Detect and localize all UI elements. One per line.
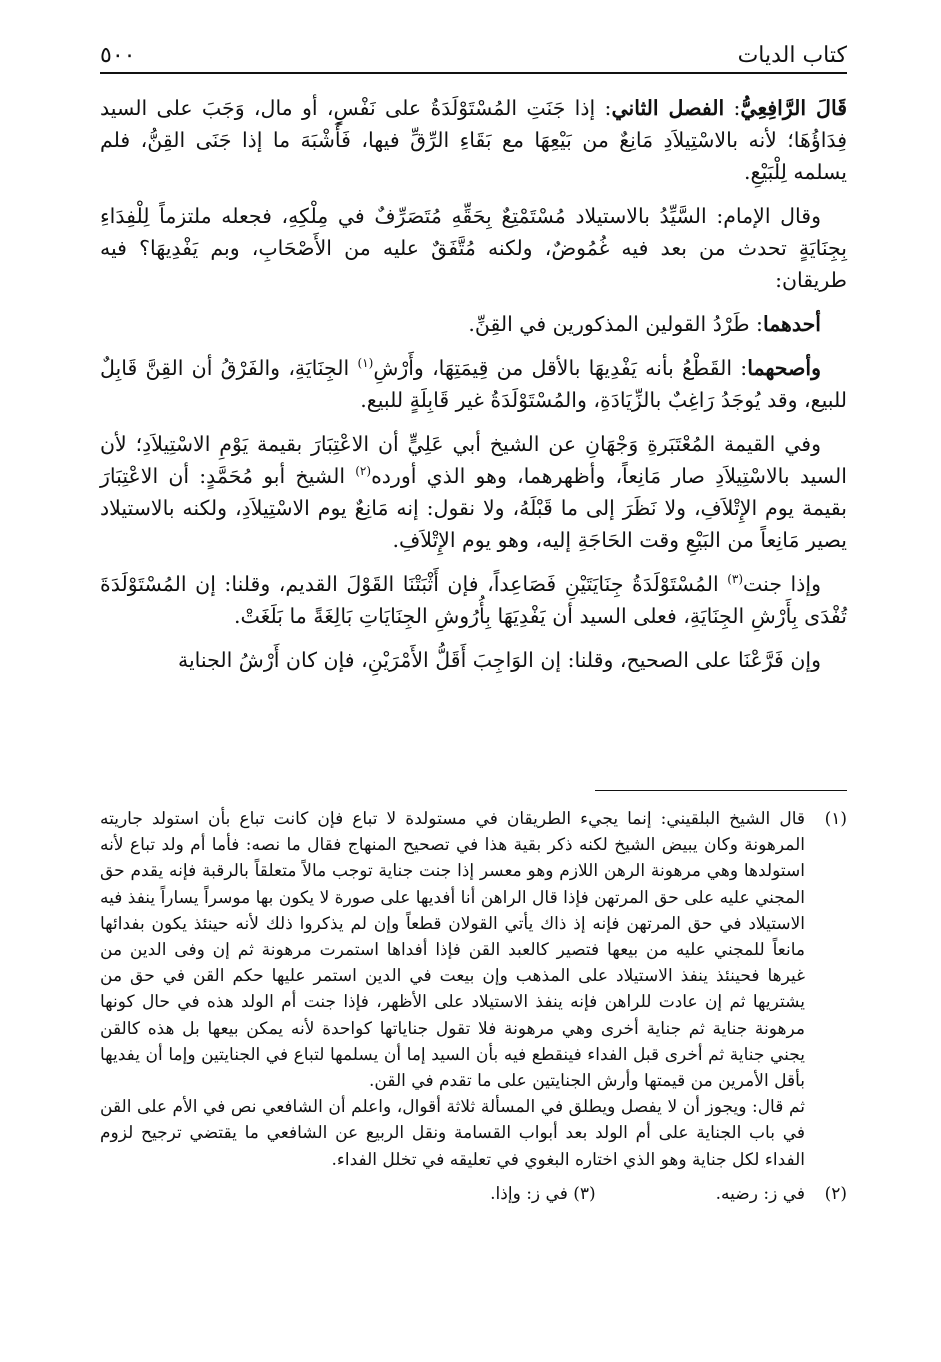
paragraph-1 [100,92,847,188]
footnote-number: (٢) [824,1183,847,1204]
paragraph-text: الجِنَايَةِ، والفَرْقُ أن القِنَّ قَابِلٌ للبيع، وقد يُوجَدُ رَاغِبٌ بالزِّيَادَةِ، والمُسْتَوْلَدَةُ غير قَابِلَةٍ للبيع. [100,356,847,412]
paragraph-text: : القَطْعُ بأنه يَفْدِيهَا بالأقل من قِيمَتِهَا، وأَرْشِ [373,356,748,380]
footnote-1 [100,806,847,1173]
correct-way-label: وأصحهما [747,356,822,380]
paragraph-4 [100,352,847,416]
main-text [100,92,847,688]
paragraph-text: الشيخ أبو مُحَمَّدٍ: أن الاعْتِبَارَ بقيمة يوم الإِتْلاَفِ، ولا نَظَرَ إلى ما قَبْلَهُ، ولا نقول: إنه مَانِعٌ يوم الاسْتِيلاَدِ، ولكنه بالاستيلاد يصير مَانِعاً من البَيْعِ وقت الحَاجَةِ إليه، وهو يوم الإِتْلاَفِ. [100,464,847,552]
paragraph-7 [100,644,847,676]
footnote-3-number: (٣) [573,1183,596,1204]
paragraph-6 [100,568,847,632]
footnote-marker-3[interactable]: (٣) [727,572,744,587]
footnote-2-3-row [100,1181,847,1207]
paragraph-3 [100,308,847,340]
page-header [100,32,847,68]
speaker-label: قَالَ الرَّافِعِيُّ [740,96,847,120]
footnote-text: قال الشيخ البلقيني: إنما يجيء الطريقان في مستولدة لا تباع فإن كانت تباع بأن استولد جاريته المرهونة وكان يبيض الشيخ لكنه ذكر بقية هذا في تصحيح المنهاج فقال ما نصه: فأما أم ولد تباع لأنه استولدها وهي مرهونة الرهن اللازم وهو معسر إذا جنت جناية توجب مالاً متعلقاً بالرقبة فإنه يقدم حق المجني عليه على حق المرتهن فإذا قال الراهن أنا أفديها على صورة لا يكون بها موسراً يساراً ينفذ فيه الاستيلاد في حق المرتهن فإنه إذ ذاك يأتي القولان قطعاً وإن لم يذكروا ذلك لأنه حينئذ يكون بفدائها مانعاً للمجني عليه من بيعها فتصير كالعبد القن فإذا أفداها استمرت مرهونة ثم إن وفى الدين من غيرها فحينئذ ينفذ الاستيلاد على المذهب وإن بيعت في الدين استمر عليها حكم القن في حق من يشتريها ثم إن عادت للراهن فإنه ينفذ الاستيلاد على الأظهر، فإذا جنت أم الولد هذه في حال كونها مرهونة جناية ثم جناية أخرى وهي مرهونة فلا تقول جناياتها كواحدة لأنه يمكن بيعها بل هذه كالقن يجني جناية ثم أخرى قبل الفداء فينقطع فيه بأن السيد إما أن يسلمها لتباع في الجنايتين وإما أن يفديها بأقل الأمرين من قيمتها وأرش الجنايتين على ما تقدم في القن. [100,809,805,1092]
header-rule [100,72,847,74]
paragraph-text: : طَرْدُ القولين المذكورين في القِنِّ. [468,312,763,336]
footnote-text-continued: ثم قال: ويجوز أن لا يفصل ويطلق في المسألة ثلاثة أقوال، واعلم أن الشافعي نص في الأم على القن في باب الجناية على أم الولد بعد أبواب القسامة ونقل الربيع عن الشافعي ما يقتضي ترجيح لزوم الفداء لكل جناية وهو الذي اختاره البغوي في تعليقه في تخلل الفداء. [100,1097,805,1170]
footnote-marker-2[interactable]: (٢) [355,464,372,479]
footnote-marker-1[interactable]: (١) [357,356,374,371]
paragraph-text: المُسْتَوْلَدَةُ جِنَايَتَيْنِ فَصَاعِداً، فإن أَثْبَتْنَا القَوْلَ القديم، وقلنا: إن المُسْتَوْلَدَةَ تُفْدَى بِأَرْشِ الجِنَايَةِ، فعلى السيد أن يَفْدِيَهَا بِأُرُوشِ الجِنَايَاتِ بَالِغَةً ما بَلَغَتْ. [100,572,847,628]
paragraph-text: وقال الإمام: السَّيِّدُ بالاستيلاد مُسْتَمْتِعٌ بِحَقِّهِ مُتَصَرِّفٌ في مِلْكِهِ، فجعله ملتزماً لِلْفِدَاءِ بِجِنَايَةٍ تحدث من بعد فيه غُمُوضٌ، ولكنه مُتَّفَقٌ عليه من الأَصْحَابِ، وبم يَفْدِيهَا؟ فيه طريقان: [100,204,847,292]
footnotes [100,806,847,1207]
paragraph-2 [100,200,847,296]
section-label: الفصل الثاني [611,96,725,120]
paragraph-5 [100,428,847,556]
footnote-separator [595,790,847,791]
page-number: ٥٠٠ [100,43,136,68]
footnote-number: (١) [824,809,847,829]
colon: : [724,96,741,120]
book-title: كتاب الديات [737,43,847,68]
paragraph-text: وإذا جنت [743,572,821,596]
footnote-2-text: في ز: رضيه. [715,1183,805,1204]
first-way-label: أحدهما [762,312,821,336]
footnote-body [100,1181,805,1207]
footnote-3-text: في ز: وإذا. [490,1183,568,1204]
footnote-body [100,806,805,1173]
paragraph-text: وإن فَرَّعْنَا على الصحيح، وقلنا: إن الوَاجِبَ أَقَلُّ الأَمْرَيْنِ، فإن كان أَرْشُ الجناية [177,648,821,672]
paragraph-text: وفي القيمة المُعْتَبَرةِ وَجْهَانِ عن الشيخ أبي عَلِيٍّ أن الاعْتِبَارَ بقيمة يَوْمِ الاسْتِيلاَدِ؛ لأن السيد بالاسْتِيلاَدِ صار مَانِعاً، وأظهرهما، وهو الذي أورده [100,432,847,488]
paragraph-text: : إذا جَنَتِ المُسْتَوْلَدَةُ على نَفْسٍ، أو مال، وَجَبَ على السيد فِدَاؤُهَا؛ لأنه بالاسْتِيلاَدِ مَانِعٌ من بَيْعِهَا مع بَقَاءِ الرِّقِّ فيها، فَأَشْبَهَ ما إذا جَنَى القِنُّ، فلم يسلمه لِلْبَيْعِ. [100,96,847,184]
